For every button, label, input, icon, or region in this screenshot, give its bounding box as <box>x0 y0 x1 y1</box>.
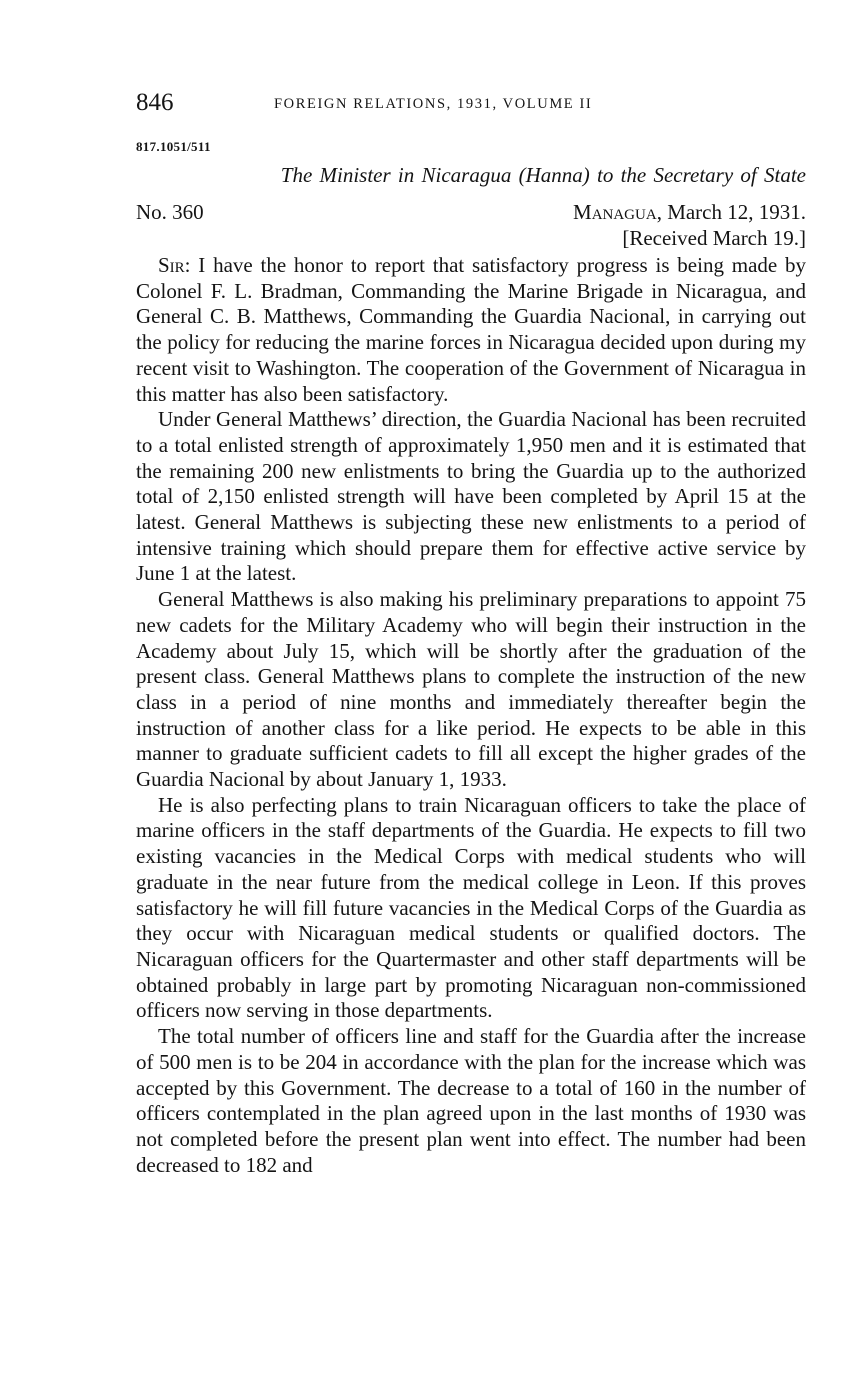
dateline-date: , March 12, 1931. <box>656 200 806 224</box>
document-title: The Minister in Nicaragua (Hanna) to the Secretary of State <box>280 163 806 187</box>
paragraph-4: He is also perfecting plans to train Nicaraguan officers to take the place of marine officers in the staff departments of the Guardia. He expects to fill two existing vacancies in the Medical Corps with medical students who will graduate in the near future from the medical college in Leon. If this proves satisfactory he will fill future vacancies in the Medical Corps of the Guardia as they occur with Nicaraguan medical students or qualified doctors. The Nicaraguan officers for the Quartermaster and other staff departments will be obtained probably in large part by promoting Nicaraguan non-commissioned officers now serving in those departments. <box>136 792 806 1023</box>
paragraph-2: Under General Matthews’ direction, the Guardia Nacional has been recruited to a total enlisted strength of approximately 1,950 men and it is estimated that the remaining 200 new enlistments to bring the Guardia up to the authorized total of 2,150 enlisted strength will have been completed by April 15 at the latest. General Matthews is subjecting these new enlistments to a period of intensive training which should prepare them for effective active service by June 1 at the latest. <box>136 407 806 586</box>
paragraph-5: The total number of officers line and staff for the Guardia after the increase of 500 men is to be 204 in accordance with the plan for the increase which was accepted by this Government. The decrease to a total of 160 in the number of officers contemplated in the plan agreed upon in the last months of 1930 was not completed before the present plan went into effect. The number had been decreased to 182 and <box>136 1024 806 1177</box>
paragraph-1 <box>136 253 806 407</box>
paragraph-1-text: I have the honor to report that satisfactory progress is being made by Colonel F. L. Bradman, Commanding the Marine Brigade in Nicaragua, and General C. B. Matthews, Commanding the Guardia Nacional, in carrying out the policy for reducing the marine forces in Nicaragua decided upon during my recent visit to Washington. The cooperation of the Government of Nicaragua in this matter has also been satisfactory. <box>136 253 806 406</box>
document-number: No. 360 <box>136 200 204 224</box>
dateline-place: Managua <box>573 200 657 224</box>
running-head <box>136 88 806 118</box>
paragraph-3: General Matthews is also making his preliminary preparations to appoint 75 new cadets for the Military Academy who will begin their instruction in the Academy about July 15, which will be shortly after the graduation of the present class. General Matthews plans to complete the instruction of the new class in a period of nine months and immediately thereafter begin the instruction of another class for a like period. He expects to be able in this manner to graduate sufficient cadets to fill all except the higher grades of the Guardia Nacional by about January 1, 1933. <box>136 587 806 792</box>
document-meta <box>136 199 806 225</box>
document-page <box>136 88 806 1178</box>
dateline <box>573 199 806 225</box>
page-number: 846 <box>136 89 174 116</box>
running-head-title: FOREIGN RELATIONS, 1931, VOLUME II <box>274 96 593 112</box>
file-number: 817.1051/511 <box>136 139 211 154</box>
received-note: [Received March 19.] <box>622 226 806 250</box>
salutation: Sir: <box>158 253 191 277</box>
